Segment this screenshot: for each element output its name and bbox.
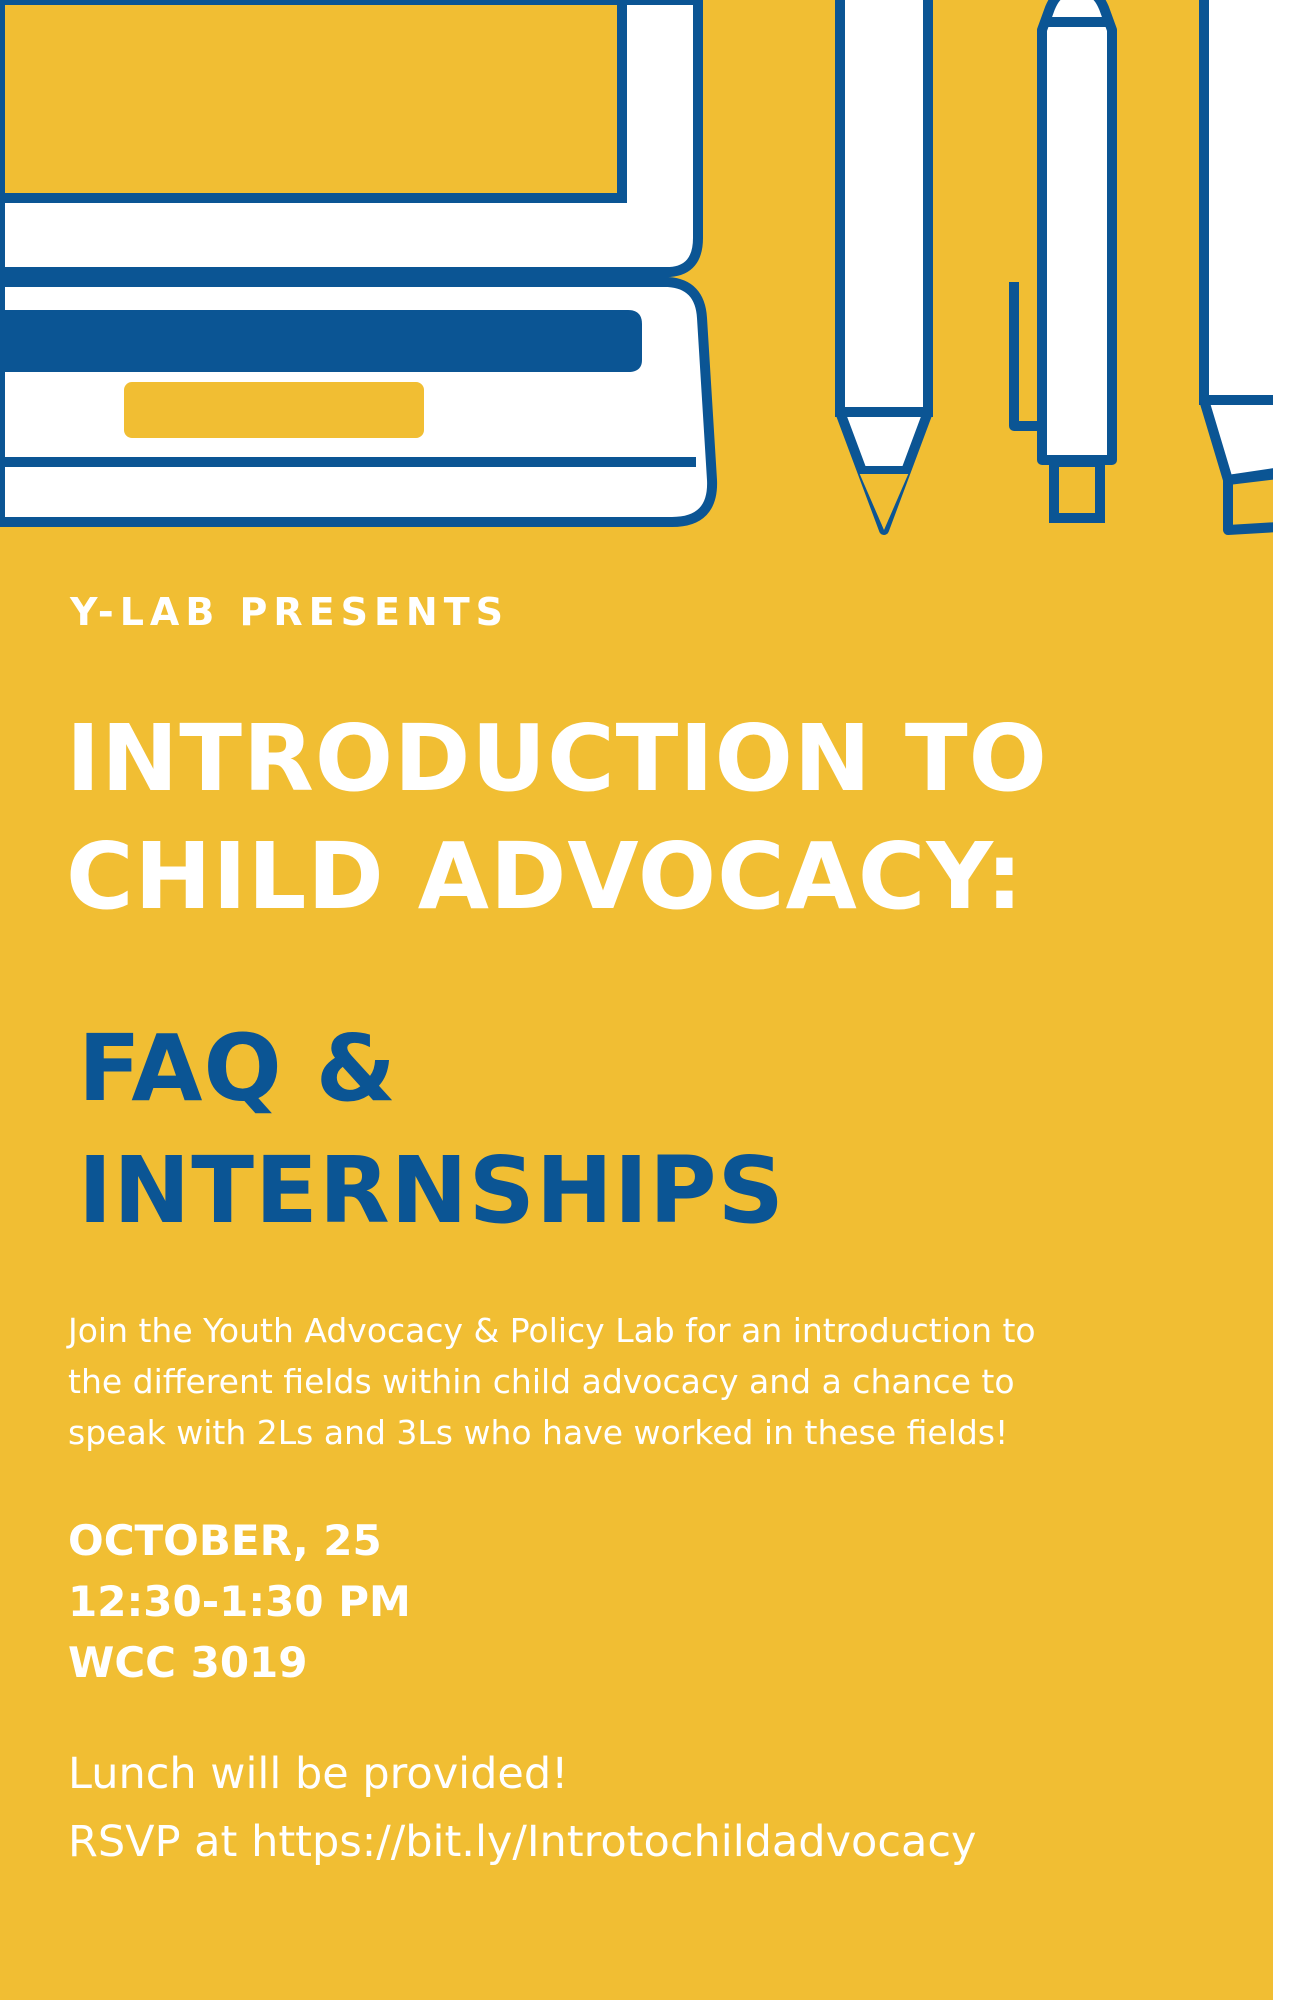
- laptop-icon: [0, 0, 712, 522]
- event-details: [68, 1510, 411, 1693]
- description-line: speak with 2Ls and 3Ls who have worked in these fields!: [68, 1413, 1009, 1452]
- event-time: 12:30-1:30 PM: [68, 1577, 411, 1626]
- event-footer: [68, 1740, 976, 1876]
- subtitle-line: INTERNSHIPS: [78, 1137, 785, 1244]
- event-description: [68, 1305, 1188, 1458]
- pen-icon: [1014, 0, 1112, 518]
- right-border: [1273, 0, 1295, 2000]
- hero-illustration: [0, 0, 1295, 560]
- description-line: Join the Youth Advocacy & Policy Lab for an introduction to: [68, 1311, 1036, 1350]
- pencil-icon: [840, 0, 928, 530]
- description-line: the different fields within child advocacy and a chance to: [68, 1362, 1015, 1401]
- title-line: INTRODUCTION TO: [66, 705, 1048, 812]
- rsvp-link[interactable]: RSVP at https://bit.ly/Introtochildadvocacy: [68, 1817, 977, 1867]
- event-date: OCTOBER, 25: [68, 1516, 382, 1565]
- lunch-note: Lunch will be provided!: [68, 1749, 569, 1799]
- title-line: CHILD ADVOCACY:: [66, 823, 1024, 930]
- subtitle-line: FAQ &: [78, 1015, 397, 1122]
- event-subtitle: [78, 1008, 1228, 1252]
- event-location: WCC 3019: [68, 1638, 308, 1687]
- event-title: [66, 700, 1246, 936]
- presenter-label: Y-LAB PRESENTS: [70, 590, 510, 634]
